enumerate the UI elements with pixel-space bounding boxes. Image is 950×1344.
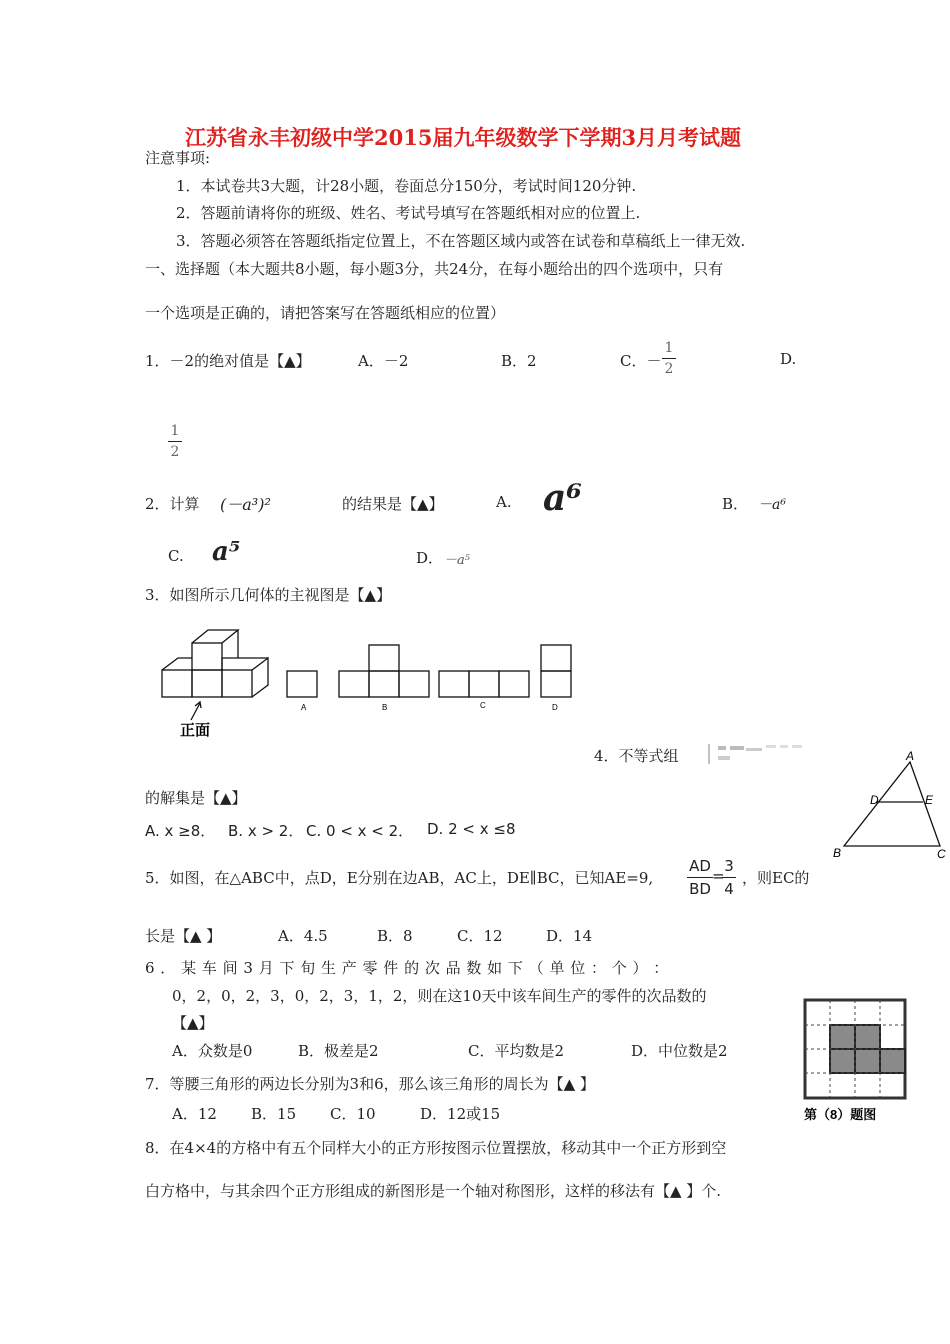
q3-option-b-figure bbox=[339, 645, 429, 697]
fraction-denominator: 2 bbox=[170, 444, 180, 460]
q7-option-d: D．12或15 bbox=[420, 1105, 501, 1123]
q5-option-b: B．8 bbox=[377, 927, 413, 945]
q1-option-c: C．－ bbox=[620, 352, 662, 370]
q1-option-d-fraction bbox=[168, 423, 182, 460]
q6-stem-2: 0，2，0，2，3，0，2，3，1，2，则在这10天中该车间生产的零件的次品数的 bbox=[172, 987, 707, 1005]
notice-item-2: 2．答题前请将你的班级、姓名、考试号填写在答题纸相对应的位置上. bbox=[176, 204, 641, 222]
q3-solid-drawing bbox=[162, 630, 268, 697]
triangle-label-b: B bbox=[833, 846, 842, 860]
section1-intro-2: 一个选项是正确的，请把答案写在答题纸相应的位置） bbox=[145, 304, 506, 322]
q8-grid-figure bbox=[800, 997, 912, 1127]
q8-figure-caption: 第（8）题图 bbox=[804, 1107, 877, 1122]
q5-stem-tail: ，则EC的 bbox=[742, 869, 810, 887]
q5-option-d: D．14 bbox=[546, 927, 593, 945]
q4-option-c: C. 0 < x < 2． bbox=[306, 822, 414, 840]
q1-stem: 1．－2的绝对值是【▲】 bbox=[145, 352, 311, 370]
q4-stem-2: 的解集是【▲】 bbox=[145, 789, 247, 807]
q6-stem-3: 【▲】 bbox=[172, 1014, 214, 1032]
triangle-label-c: C bbox=[937, 847, 946, 861]
q7-option-a: A．12 bbox=[172, 1105, 217, 1123]
q6-stem-1: 6 ． 某 车 间 3 月 下 旬 生 产 零 件 的 次 品 数 如 下 （ 单 位 ： 个 ） ： bbox=[145, 959, 669, 977]
triangle-label-d: D bbox=[870, 793, 879, 807]
q4-option-d: D. 2 < x ≤8 bbox=[427, 820, 516, 838]
q2-option-c-label: C. bbox=[168, 547, 184, 565]
q2-option-b-value: －a⁶ bbox=[758, 497, 786, 513]
q7-option-b: B．15 bbox=[251, 1105, 297, 1123]
q2-option-d-label: D． bbox=[416, 549, 444, 567]
q4-option-a: A. x ≥8． bbox=[145, 822, 216, 840]
q2-option-a-label: A. bbox=[496, 493, 512, 511]
q1-option-a: A．－2 bbox=[358, 352, 409, 370]
triangle-label-a: A bbox=[906, 749, 915, 763]
q5-ratio-fraction bbox=[687, 857, 713, 898]
q1-option-b: B．2 bbox=[501, 352, 537, 370]
q3-figure bbox=[155, 622, 585, 742]
fraction-denominator: 2 bbox=[664, 361, 674, 377]
q4-stem: 4．不等式组 bbox=[594, 747, 679, 765]
q2-option-d-value: －a⁵ bbox=[444, 553, 470, 568]
notice-item-1: 1．本试卷共3大题，计28小题，卷面总分150分，考试时间120分钟. bbox=[176, 177, 637, 195]
q8-stem-1: 8．在4×4的方格中有五个同样大小的正方形按图示位置摆放，移动其中一个正方形到空 bbox=[145, 1139, 727, 1157]
value-numerator: 3 bbox=[724, 857, 734, 875]
q5-option-c: C．12 bbox=[457, 927, 503, 945]
q3-option-c-figure bbox=[439, 671, 529, 697]
ratio-numerator: AD bbox=[689, 857, 711, 875]
q4-system-image bbox=[706, 742, 806, 766]
q2-option-a-value: a⁶ bbox=[543, 477, 583, 519]
value-denominator: 4 bbox=[724, 880, 734, 898]
q2-stem-pre: 2．计算 bbox=[145, 495, 200, 513]
q7-stem: 7．等腰三角形的两边长分别为3和6，那么该三角形的周长为【▲ 】 bbox=[145, 1075, 595, 1093]
q3-label-a: A bbox=[301, 703, 307, 712]
q5-ratio-equals: = bbox=[712, 867, 725, 885]
q2-expression: (－a³)² bbox=[220, 495, 271, 514]
q1-option-c-fraction bbox=[662, 340, 676, 377]
fraction-numerator: 1 bbox=[664, 340, 674, 356]
q5-value-fraction bbox=[722, 857, 736, 898]
q2-option-b-label: B． bbox=[722, 495, 749, 513]
q3-stem: 3．如图所示几何体的主视图是【▲】 bbox=[145, 586, 392, 604]
q3-front-label: 正面 bbox=[180, 722, 211, 739]
q3-label-c: C bbox=[480, 701, 486, 710]
section1-intro: 一、选择题（本大题共8小题，每小题3分，共24分，在每小题给出的四个选项中，只有 bbox=[145, 260, 724, 278]
page-title: 江苏省永丰初级中学2015届九年级数学下学期3月月考试题 bbox=[185, 125, 742, 150]
triangle-label-e: E bbox=[925, 793, 934, 807]
q6-option-d: D．中位数是2 bbox=[631, 1042, 728, 1060]
notice-item-3: 3．答题必须答在答题纸指定位置上，不在答题区域内或答在试卷和草稿纸上一律无效. bbox=[176, 232, 746, 250]
notice-heading: 注意事项: bbox=[145, 149, 211, 167]
ratio-denominator: BD bbox=[689, 880, 711, 898]
q7-option-c: C．10 bbox=[330, 1105, 376, 1123]
q6-option-a: A．众数是0 bbox=[172, 1042, 253, 1060]
q5-stem-2: 长是【▲ 】 bbox=[145, 927, 222, 945]
q2-option-c-value: a⁵ bbox=[212, 537, 241, 567]
q6-option-c: C．平均数是2 bbox=[468, 1042, 565, 1060]
q8-stem-2: 白方格中，与其余四个正方形组成的新图形是一个轴对称图形，这样的移法有【▲ 】个. bbox=[145, 1182, 722, 1200]
q2-stem-post: 的结果是【▲】 bbox=[342, 495, 444, 513]
q3-label-b: B bbox=[382, 703, 388, 712]
fraction-numerator: 1 bbox=[170, 423, 180, 439]
q5-stem: 5．如图，在△ABC中，点D，E分别在边AB，AC上，DE∥BC，已知AE=9, bbox=[145, 869, 654, 887]
q1-option-d: D. bbox=[780, 350, 797, 368]
q3-label-d: D bbox=[552, 703, 558, 712]
q3-option-a-figure bbox=[287, 671, 317, 697]
q5-option-a: A．4.5 bbox=[278, 927, 328, 945]
q4-option-b: B. x > 2． bbox=[228, 822, 304, 840]
q3-option-d-figure bbox=[541, 645, 571, 697]
triangle-figure bbox=[828, 748, 946, 866]
q6-option-b: B．极差是2 bbox=[298, 1042, 379, 1060]
